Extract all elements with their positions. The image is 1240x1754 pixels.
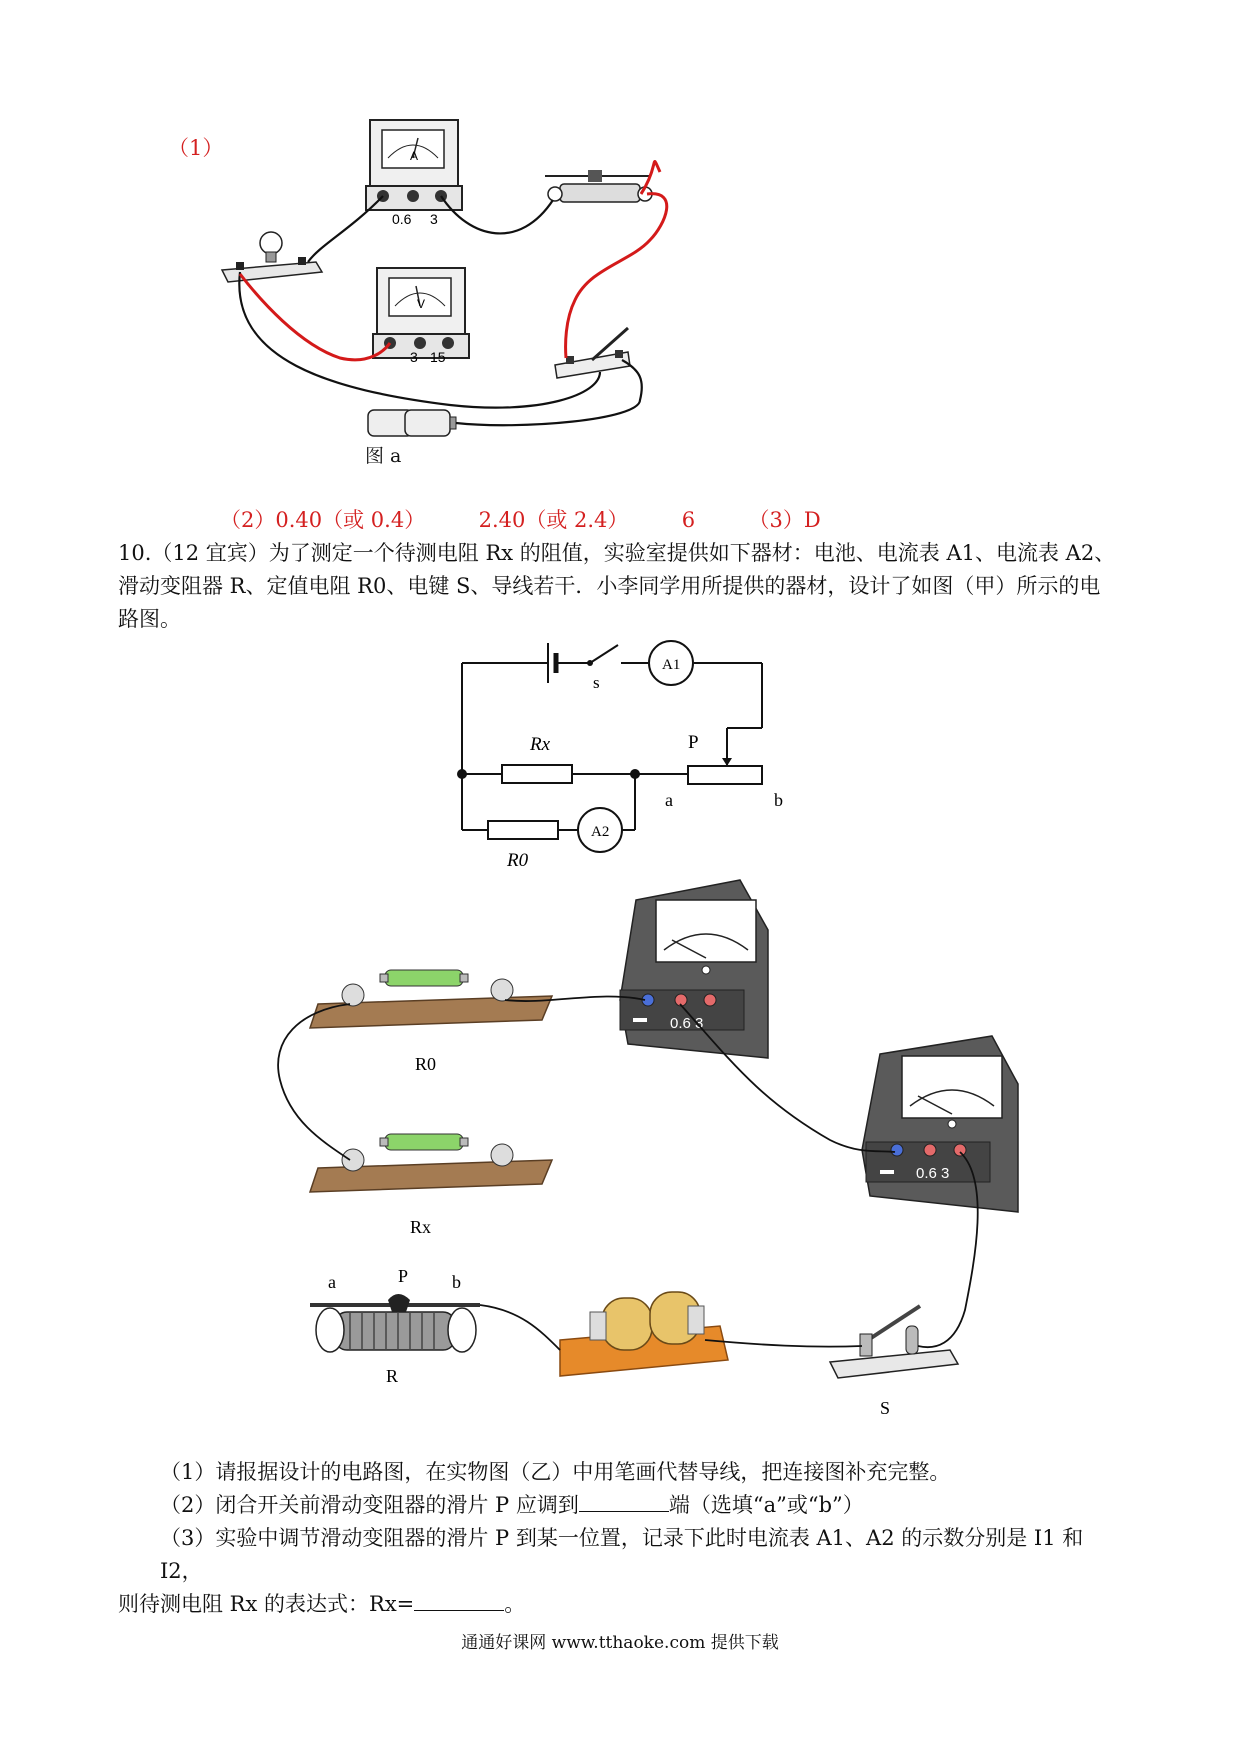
schematic-rx-label: Rx	[530, 734, 551, 755]
rheostat-r-label: R	[386, 1366, 399, 1386]
svg-text:A: A	[410, 149, 419, 163]
answer-part2: （2）0.40（或 0.4）	[220, 508, 426, 532]
schematic-a2-label: A2	[591, 824, 610, 840]
figure-a-caption: 图 a	[365, 445, 402, 467]
a1-terminal-labels: 0.6 3	[916, 1165, 950, 1182]
subquestion-3: （3）实验中调节滑动变阻器的滑片 P 到某一位置，记录下此时电流表 A1、A2 的示数分别是 I1 和 I2，	[160, 1526, 1084, 1583]
voltmeter-terminal-15: 15	[430, 349, 446, 365]
question-line-2: 滑动变阻器 R、定值电阻 R0、电键 S、导线若干．小李同学用所提供的器材，设计了如图（甲）所示的电	[118, 574, 1101, 598]
subquestion-3-line2	[118, 1588, 1128, 1621]
ammeter-a2	[620, 880, 768, 1058]
rheostat	[310, 1294, 480, 1352]
r0-board	[310, 970, 552, 1028]
rheostat-a-label: a	[328, 1272, 336, 1292]
schematic-a1-label: A1	[662, 657, 681, 673]
subquestion-2-text: （2）闭合开关前滑动变阻器的滑片 P 应调到	[160, 1493, 579, 1517]
answer-value-2: 2.40（或 2.4）	[478, 508, 629, 532]
answer-part3: （3）D	[748, 508, 821, 532]
figure-a-part-label: （1）	[168, 136, 224, 160]
schematic-b-label: b	[774, 790, 783, 810]
subquestion-2-suffix: 端（选填“a”或“b”）	[668, 1493, 864, 1517]
switch-s	[830, 1306, 958, 1378]
voltmeter-terminal-3: 3	[410, 349, 418, 365]
schematic-r0-label: R0	[507, 850, 529, 871]
page-footer: 通通好课网 www.tthaoke.com 提供下载	[461, 1633, 779, 1653]
answer-blank-3[interactable]	[414, 1590, 504, 1611]
subquestion-1: （1）请报据设计的电路图，在实物图（乙）中用笔画代替导线，把连接图补充完整。	[160, 1460, 951, 1484]
rx-board	[310, 1134, 552, 1192]
ammeter-a1	[862, 1036, 1018, 1212]
answer-blank-2[interactable]	[579, 1491, 669, 1512]
question-line-3: 路图。	[118, 607, 181, 631]
schematic-p-label: P	[688, 732, 699, 753]
subquestion-2	[118, 1489, 1128, 1522]
svg-text:V: V	[417, 297, 426, 311]
schematic-switch-label: s	[593, 673, 600, 692]
rheostat-b-label: b	[452, 1272, 461, 1292]
r0-label: R0	[415, 1054, 437, 1074]
rx-label: Rx	[410, 1217, 432, 1237]
answer-value-3: 6	[681, 508, 696, 532]
ammeter-terminal-3: 3	[430, 211, 438, 227]
subquestion-3-text: 则待测电阻 Rx 的表达式：Rx=	[118, 1592, 415, 1616]
ammeter-terminal-06: 0.6	[392, 211, 412, 227]
schematic-a-label: a	[665, 790, 673, 810]
a2-terminal-labels: 0.6 3	[670, 1015, 704, 1032]
question-line-1: 10.（12 宜宾）为了测定一个待测电阻 Rx 的阻值，实验室提供如下器材：电池、电流表 A1、电流表 A2、	[118, 541, 1116, 565]
subquestion-3-suffix: 。	[504, 1592, 526, 1616]
battery-box	[560, 1292, 728, 1376]
rheostat-p-label: P	[398, 1266, 409, 1286]
switch-s-label: S	[880, 1398, 891, 1418]
